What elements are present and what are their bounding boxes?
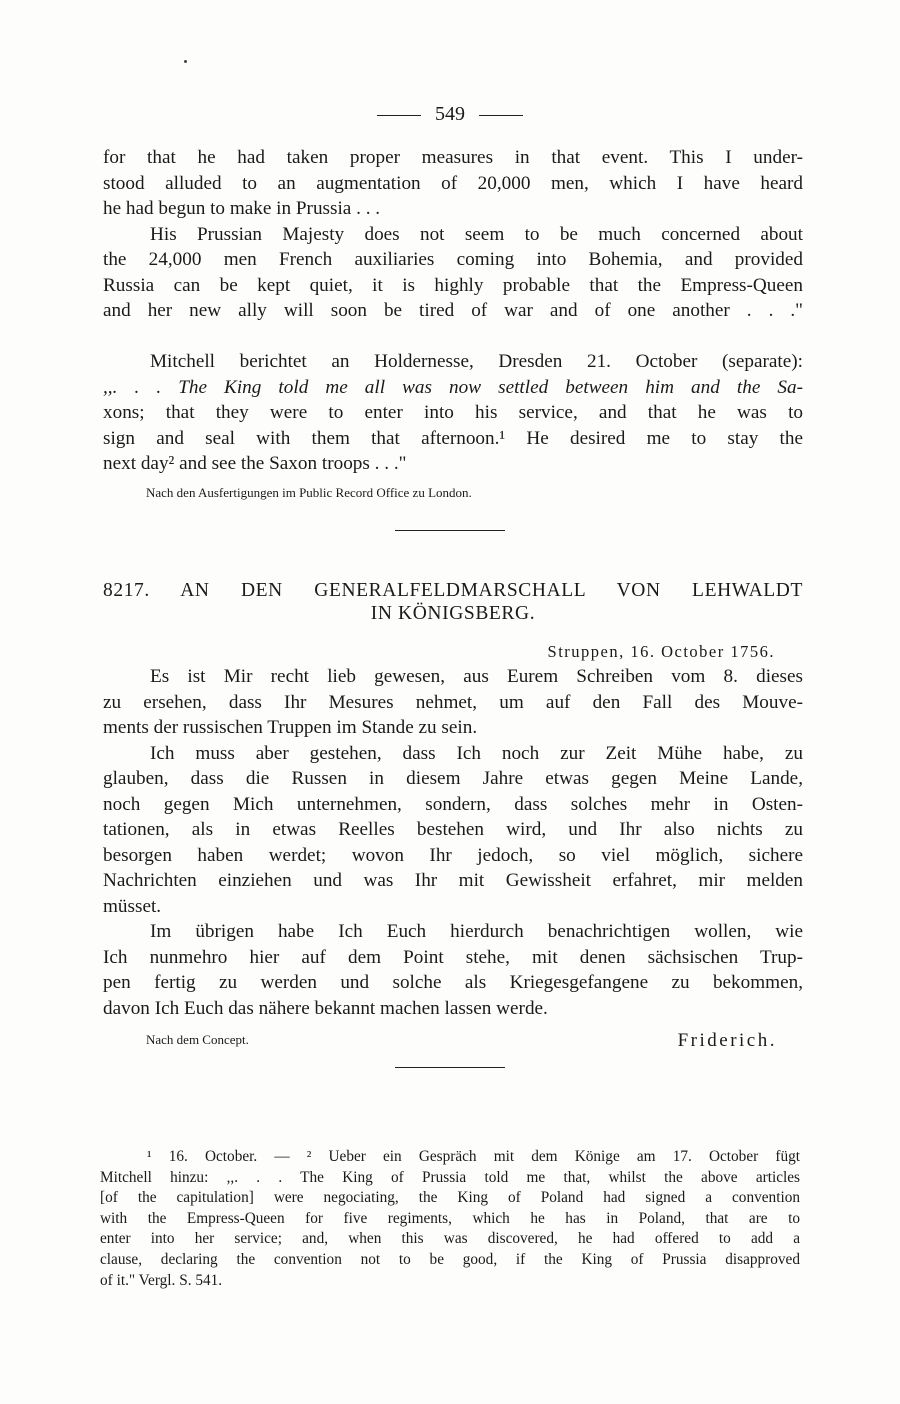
page-number: 549: [435, 103, 465, 125]
dateline: Struppen, 16. October 1756.: [547, 642, 775, 661]
footnote-line: clause, declaring the convention not to be good, if the King of Prussia disapproved: [100, 1250, 800, 1268]
footnote-line: Mitchell hinzu: ,,. . . The King of Prussia told me that, whilst the above articles: [100, 1168, 800, 1186]
text-line: sign and seal with them that afternoon.¹ He desired me to stay the: [103, 427, 803, 449]
text-line: the 24,000 men French auxiliaries coming into Bohemia, and provided: [103, 249, 803, 270]
text-line: His Prussian Majesty does not seem to be much concerned about: [150, 223, 803, 245]
text-line: pen fertig zu werden und solche als Kriegesgefangene zu bekommen,: [103, 972, 803, 993]
footnote-line: [of the capitulation] were negociating, the King of Poland had signed a convention: [100, 1189, 800, 1207]
text-line: Ich nunmehro hier auf dem Point stehe, mit denen sächsischen Trup-: [103, 946, 803, 968]
text-line: zu ersehen, dass Ihr Mesures nehmet, um auf den Fall des Mouve-: [103, 691, 803, 713]
section-divider: [395, 1067, 505, 1068]
source-note: Nach den Ausfertigungen im Public Record Office zu London.: [146, 485, 472, 500]
text-line: ments der russischen Truppen im Stande zu sein.: [103, 717, 478, 738]
text-line: noch gegen Mich unternehmen, sondern, dass solches mehr in Osten-: [103, 793, 803, 815]
section-divider: [395, 530, 505, 531]
text-line: next day² and see the Saxon troops . . .": [103, 453, 407, 474]
footnote-line: of it." Vergl. S. 541.: [100, 1271, 223, 1289]
text-line: Nachrichten einziehen und was Ihr mit Gewissheit erfahret, mir melden: [103, 870, 803, 891]
letter-body: [103, 664, 803, 1021]
letter-continuation: [103, 145, 803, 324]
text-line: Es ist Mir recht lieb gewesen, aus Eurem Schreiben vom 8. dieses: [150, 666, 803, 687]
signature: Friderich.: [677, 1030, 777, 1051]
text-line: müsset.: [103, 895, 162, 917]
heading-line-2: IN KÖNIGSBERG.: [370, 603, 536, 624]
ink-speck: [184, 60, 187, 63]
text-line: he had begun to make in Prussia . . .: [103, 198, 381, 219]
footnote: [100, 1147, 800, 1291]
footnote-line: with the Empress-Queen for five regiments, which he has in Poland, that are to: [100, 1209, 800, 1227]
text-line: Ich muss aber gestehen, dass Ich noch zur Zeit Mühe habe, zu: [150, 742, 803, 764]
text-line: davon Ich Euch das nähere bekannt machen lassen werde.: [103, 997, 548, 1019]
text-line: for that he had taken proper measures in that event. This I under-: [103, 147, 803, 168]
text-line: Mitchell berichtet an Holdernesse, Dresden 21. October (separate):: [150, 351, 803, 372]
text-line: ,,. . . The King told me all was now settled between him and the Sa-: [103, 376, 803, 398]
heading-line-1: 8217. AN DEN GENERALFELDMARSCHALL VON LEHWALDT: [103, 580, 803, 601]
text-line: stood alluded to an augmentation of 20,000 men, which I have heard: [103, 172, 803, 194]
text-line: glauben, dass die Russen in diesem Jahre etwas gegen Meine Lande,: [103, 768, 803, 789]
text-line: xons; that they were to enter into his service, and that he was to: [103, 402, 803, 423]
page-header: [0, 101, 900, 127]
text-line: Russia can be kept quiet, it is highly probable that the Empress-Queen: [103, 274, 803, 296]
text-line: Im übrigen habe Ich Euch hierdurch benachrichtigen wollen, wie: [150, 921, 803, 942]
header-dash-left: [377, 115, 421, 116]
text-line: tationen, als in etwas Reelles bestehen wird, und Ihr also nichts zu: [103, 819, 803, 840]
mitchell-report: [103, 349, 803, 477]
letter-heading: [103, 579, 803, 625]
source-note: Nach dem Concept.: [146, 1032, 249, 1047]
footnote-line: ¹ 16. October. — ² Ueber ein Gespräch mit dem Könige am 17. October fügt: [147, 1148, 800, 1165]
header-dash-right: [479, 115, 523, 116]
text-line: and her new ally will soon be tired of war and of one another . . .": [103, 300, 803, 321]
footnote-line: enter into her service; and, when this was discovered, he had offered to add a: [100, 1230, 800, 1248]
text-line: besorgen haben werdet; wovon Ihr jedoch, so viel möglich, sichere: [103, 844, 803, 866]
